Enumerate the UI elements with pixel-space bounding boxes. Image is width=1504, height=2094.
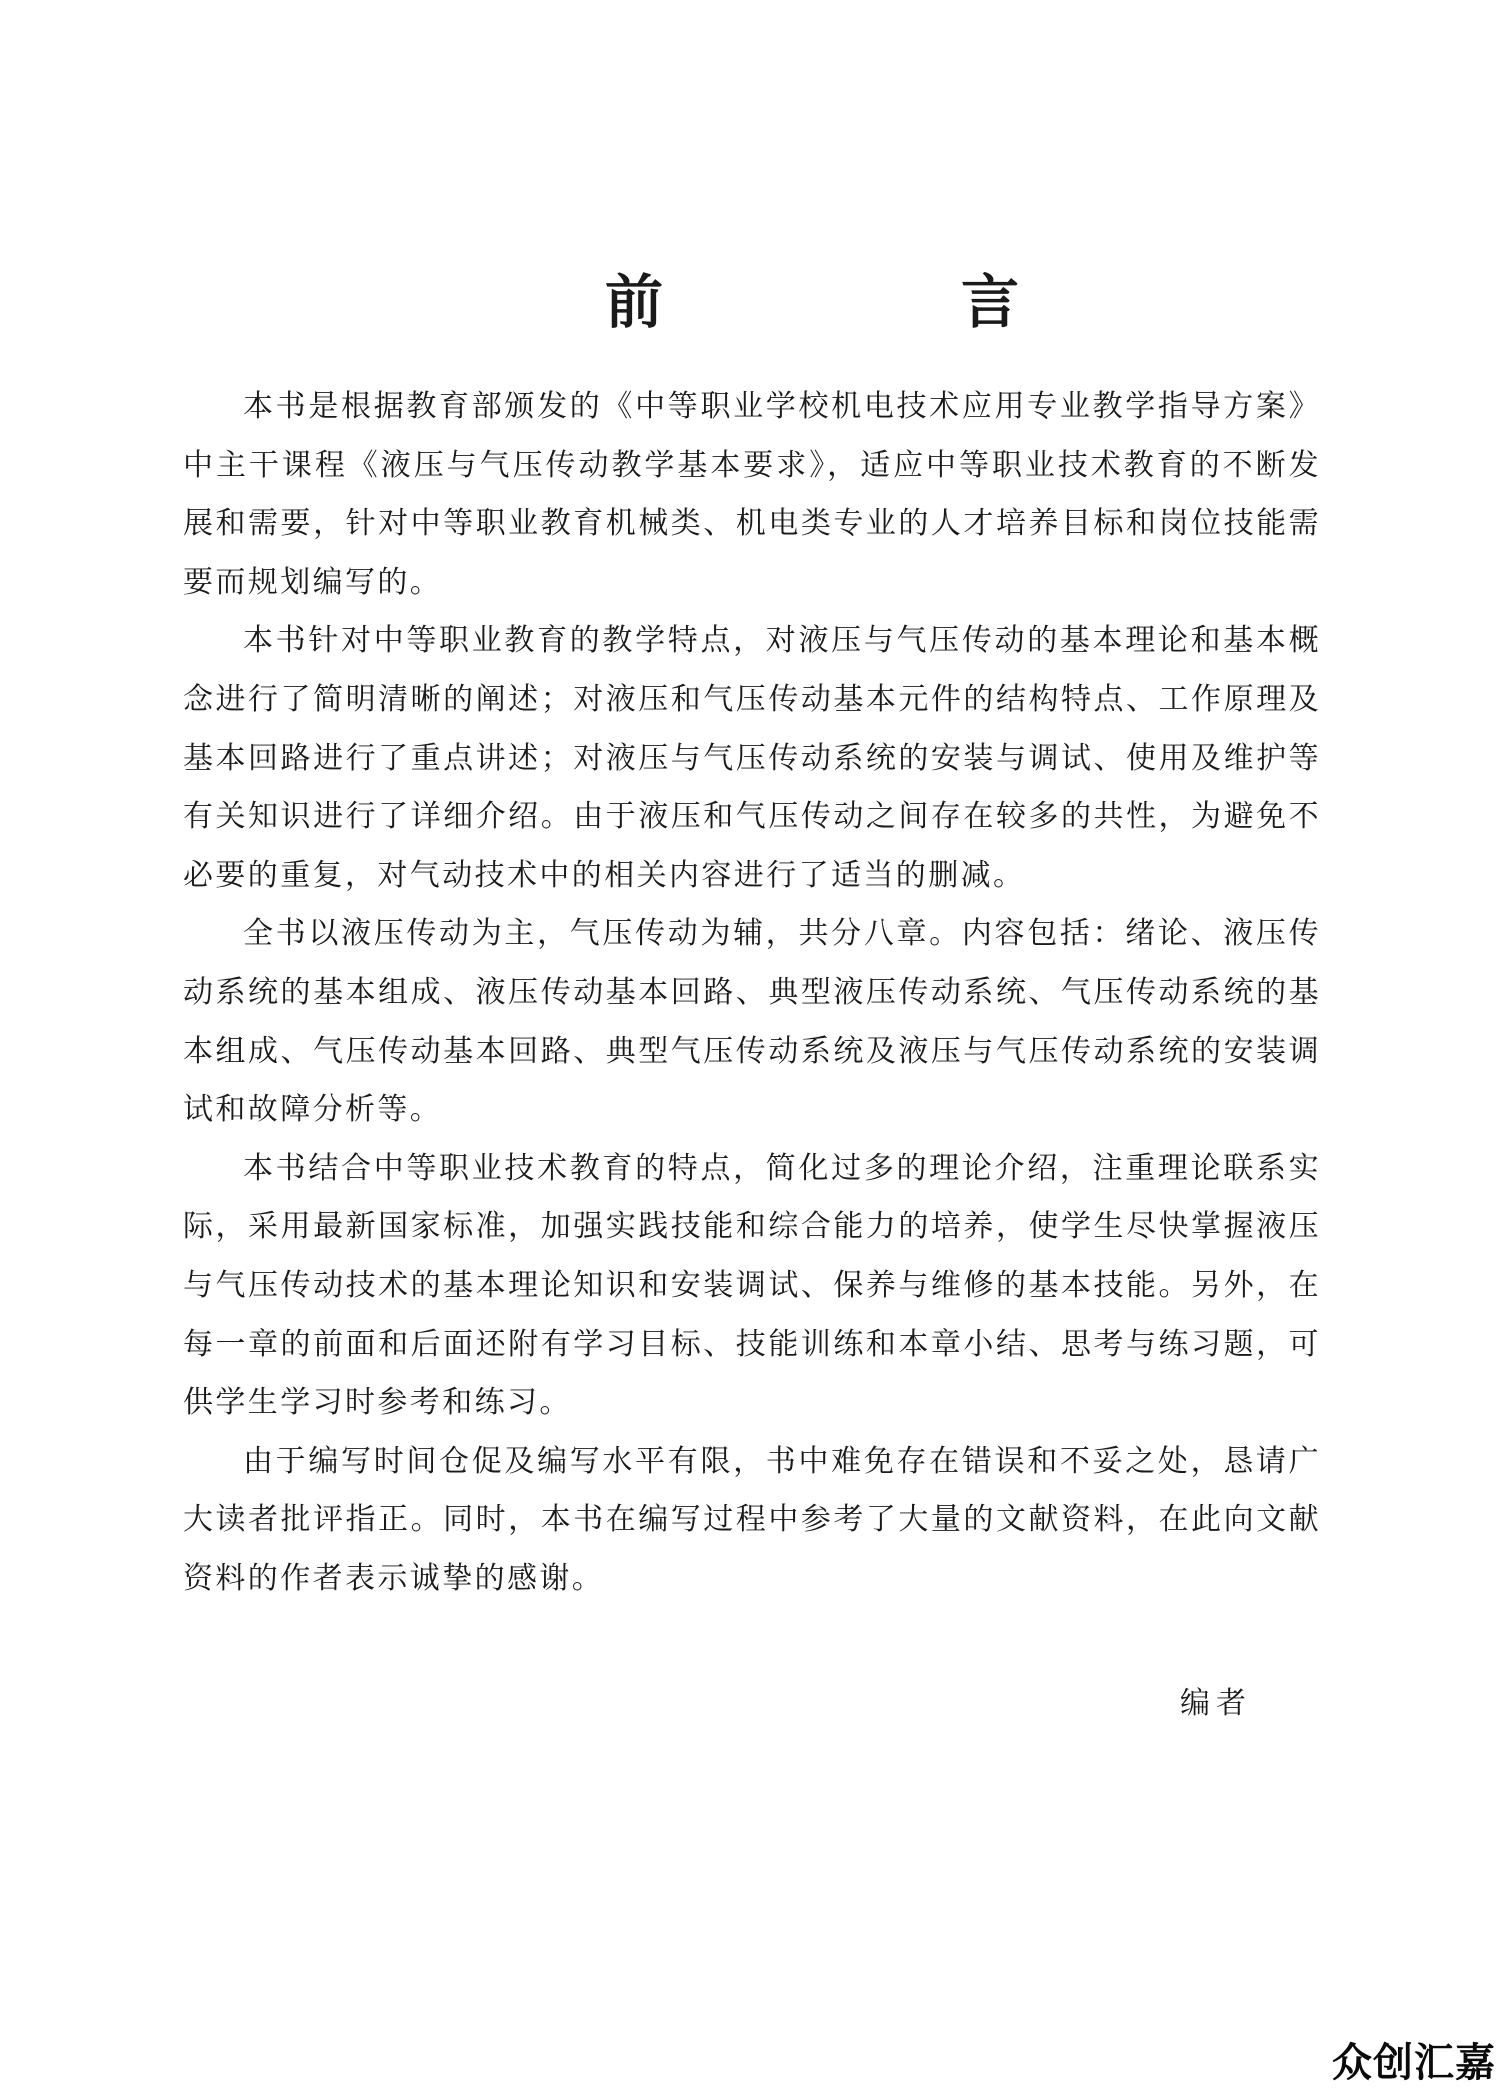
paragraph-1: 本书是根据教育部颁发的《中等职业学校机电技术应用专业教学指导方案》中主干课程《液压与气压传动教学基本要求》，适应中等职业技术教育的不断发展和需要，针对中等职业教育机械类、机电类专业的人才培养目标和岗位技能需要而规划编写的。	[183, 389, 1321, 600]
paragraph-3: 全书以液压传动为主，气压传动为辅，共分八章。内容包括：绪论、液压传动系统的基本组成、液压传动基本回路、典型液压传动系统、气压传动系统的基本组成、气压传动基本回路、典型气压传动系统及液压与气压传动系统的安装调试和故障分析等。	[183, 916, 1321, 1128]
paragraph-4: 本书结合中等职业技术教育的特点，简化过多的理论介绍，注重理论联系实际，采用最新国家标准，加强实践技能和综合能力的培养，使学生尽快掌握液压与气压传动技术的基本理论知识和安装调试、保养与维修的基本技能。另外，在每一章的前面和后面还附有学习目标、技能训练和本章小结、思考与练习题，可供学生学习时参考和练习。	[183, 1150, 1321, 1421]
page-title: 前 言	[604, 268, 1139, 336]
paragraph-5: 由于编写时间仓促及编写水平有限，书中难免存在错误和不妥之处，恳请广大读者批评指正。同时，本书在编写过程中参考了大量的文献资料，在此向文献资料的作者表示诚挚的感谢。	[183, 1443, 1321, 1596]
watermark-logo: 众创汇嘉	[1332, 2040, 1496, 2086]
paragraph-2: 本书针对中等职业教育的教学特点，对液压与气压传动的基本理论和基本概念进行了简明清晰的阐述；对液压和气压传动基本元件的结构特点、工作原理及基本回路进行了重点讲述；对液压与气压传动系统的安装与调试、使用及维护等有关知识进行了详细介绍。由于液压和气压传动之间存在较多的共性，为避免不必要的重复，对气动技术中的相关内容进行了适当的删减。	[183, 623, 1321, 893]
author-signature: 编者	[1180, 1686, 1252, 1721]
preface-body	[183, 378, 1321, 1608]
